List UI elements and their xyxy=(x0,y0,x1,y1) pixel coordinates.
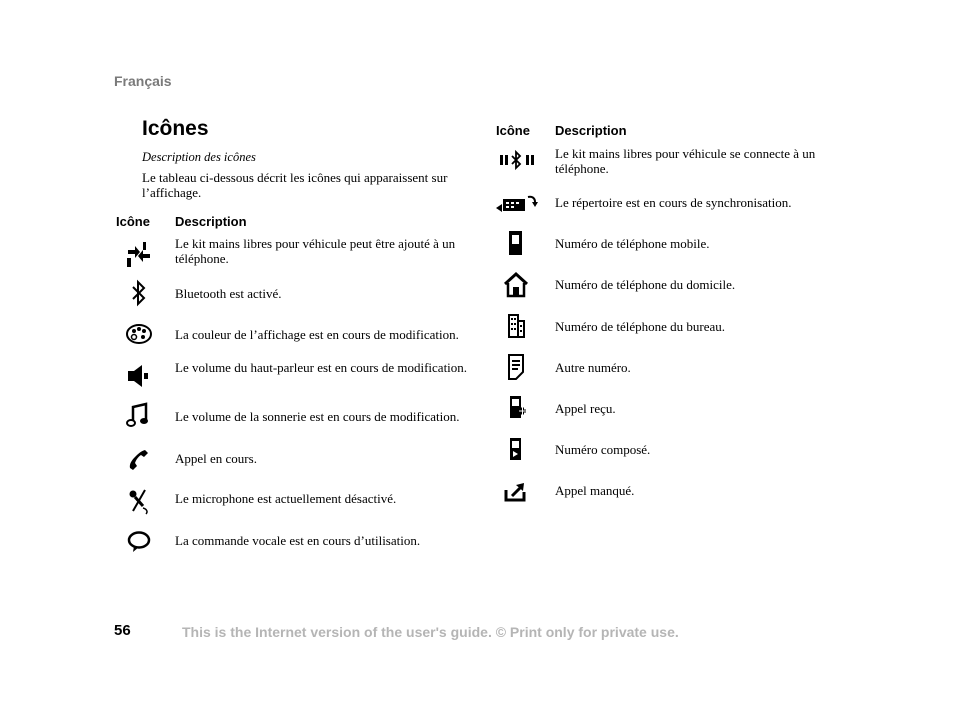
section-title: Icônes xyxy=(142,117,209,140)
phonebook-sync-icon xyxy=(494,188,540,218)
speech-bubble-icon xyxy=(123,527,155,557)
table-cell-description: Appel manqué. xyxy=(555,483,635,498)
left-col-description-header: Description xyxy=(175,214,247,229)
table-cell-description: Appel reçu. xyxy=(555,401,616,416)
home-icon xyxy=(500,270,532,300)
table-cell-description: Numéro de téléphone du domicile. xyxy=(555,277,736,292)
car-kit-bluetooth-connect-icon xyxy=(498,145,538,175)
microphone-muted-icon xyxy=(123,486,155,516)
speaker-icon xyxy=(123,361,155,391)
table-cell-description: Numéro de téléphone du bureau. xyxy=(555,319,726,334)
table-cell-description: Bluetooth est activé. xyxy=(175,286,282,301)
right-col-description-header: Description xyxy=(555,123,627,138)
page-number: 56 xyxy=(114,622,131,639)
table-cell-description: Autre numéro. xyxy=(555,360,631,375)
table-cell-description: Numéro composé. xyxy=(555,442,651,457)
table-cell-description: Le volume de la sonnerie est en cours de modification. xyxy=(175,409,460,424)
car-kit-add-icon xyxy=(123,240,155,270)
table-cell-description: Le répertoire est en cours de synchronisation. xyxy=(555,195,792,210)
office-building-icon xyxy=(500,311,532,341)
table-cell-description: Le volume du haut-parleur est en cours de modification. xyxy=(175,360,468,375)
right-col-icon-header: Icône xyxy=(496,123,530,138)
phone-handset-icon xyxy=(123,444,155,474)
section-subtitle: Description des icônes xyxy=(142,150,256,164)
bluetooth-icon xyxy=(123,278,155,308)
table-cell-description: Numéro de téléphone mobile. xyxy=(555,236,710,251)
received-call-icon xyxy=(500,393,532,423)
music-note-icon xyxy=(123,401,155,431)
document-icon xyxy=(500,352,532,382)
missed-call-icon xyxy=(502,476,534,506)
table-cell-description: Le microphone est actuellement désactivé. xyxy=(175,491,397,506)
table-cell-description: Le kit mains libres pour véhicule peut être ajouté à un téléphone. xyxy=(175,236,456,266)
dialed-call-icon xyxy=(500,435,532,465)
intro-paragraph: Le tableau ci-dessous décrit les icônes qui apparaissent sur l’affichage. xyxy=(142,170,448,200)
language-label: Français xyxy=(114,73,172,89)
table-cell-description: La commande vocale est en cours d’utilisation. xyxy=(175,533,421,548)
table-cell-description: La couleur de l’affichage est en cours de modification. xyxy=(175,327,459,342)
left-col-icon-header: Icône xyxy=(116,214,150,229)
palette-icon xyxy=(123,319,155,349)
table-cell-description: Le kit mains libres pour véhicule se connecte à un téléphone. xyxy=(555,146,816,176)
table-cell-description: Appel en cours. xyxy=(175,451,257,466)
footer-notice: This is the Internet version of the user's guide. © Print only for private use. xyxy=(182,624,679,640)
mobile-phone-icon xyxy=(500,229,532,259)
